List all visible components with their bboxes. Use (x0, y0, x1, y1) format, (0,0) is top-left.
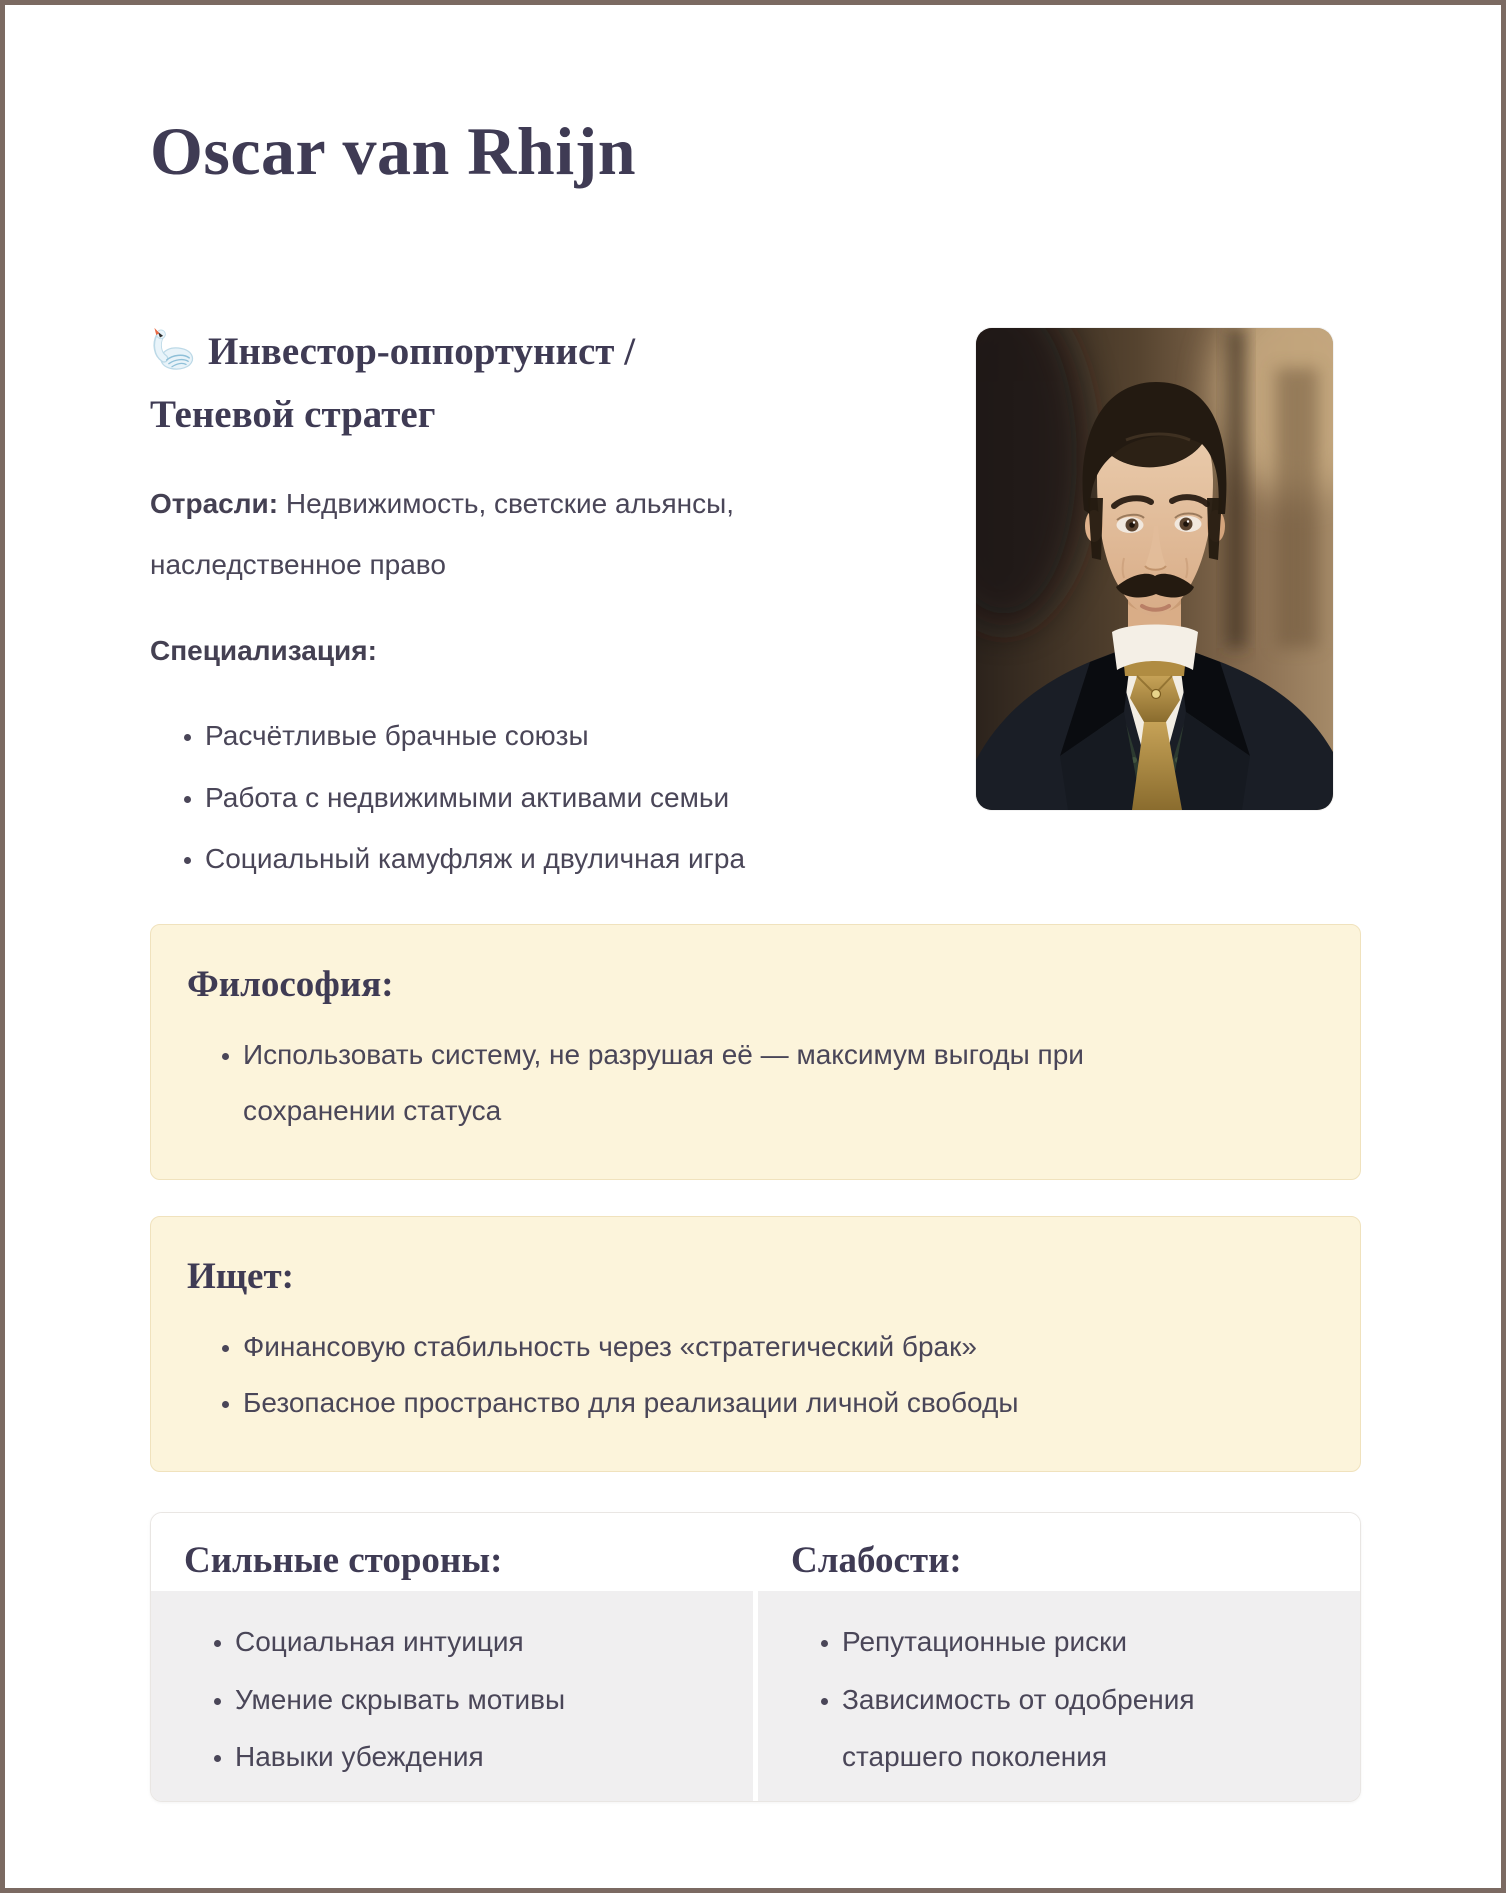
strengths-list (179, 1613, 723, 1785)
philosophy-card (150, 924, 1361, 1180)
strengths-column (151, 1513, 753, 1801)
swan-icon (150, 326, 196, 372)
strengths-cell (151, 1591, 753, 1801)
philosophy-heading: Философия: (187, 963, 394, 1005)
list-item: • Безопасное пространство для реализации личной свободы (243, 1375, 1123, 1431)
portrait-illustration (976, 328, 1333, 810)
list-item: • Социальная интуиция (235, 1613, 635, 1670)
portrait-photo (976, 328, 1333, 810)
specialization-list (150, 705, 850, 890)
weaknesses-cell (758, 1591, 1360, 1801)
intro-section (150, 320, 1361, 890)
weaknesses-column (758, 1513, 1360, 1801)
weaknesses-header (758, 1513, 1360, 1591)
industries-label: Отрасли: (150, 488, 279, 520)
role-title-text: Инвестор-оппортунист / Теневой стратег (150, 330, 636, 437)
list-item: • Навыки убеждения (235, 1728, 635, 1785)
character-profile-page (5, 5, 1501, 1802)
strengths-heading: Сильные стороны: (184, 1539, 503, 1581)
swot-card (150, 1512, 1361, 1802)
seeks-card (150, 1216, 1361, 1472)
list-item: • Репутационные риски (842, 1613, 1242, 1670)
list-item: • Социальный камуфляж и двуличная игра (205, 828, 850, 890)
specialization-label: Специализация: (150, 634, 377, 666)
industries-paragraph (150, 474, 840, 594)
list-item: • Работа с недвижимыми активами семьи (205, 767, 850, 829)
role-heading (150, 320, 750, 446)
seeks-heading: Ищет: (187, 1255, 294, 1297)
list-item: • Финансовую стабильность через «стратегический брак» (243, 1319, 1123, 1375)
philosophy-list (187, 1027, 1320, 1139)
specialization-paragraph (150, 621, 840, 681)
list-item: • Использовать систему, не разрушая её — максимум выгоды при сохранении статуса (243, 1027, 1123, 1139)
list-item: • Зависимость от одобрения старшего поколения (842, 1671, 1242, 1786)
weaknesses-list (786, 1613, 1330, 1785)
page-title: Oscar van Rhijn (150, 113, 637, 189)
industries-text: Недвижимость, светские альянсы, наследственное право (150, 488, 735, 580)
strengths-header (151, 1513, 753, 1591)
intro-text-column (150, 320, 850, 890)
seeks-list (187, 1319, 1320, 1431)
list-item: • Расчётливые брачные союзы (205, 705, 850, 767)
list-item: • Умение скрывать мотивы (235, 1671, 635, 1728)
weaknesses-heading: Слабости: (791, 1539, 962, 1581)
